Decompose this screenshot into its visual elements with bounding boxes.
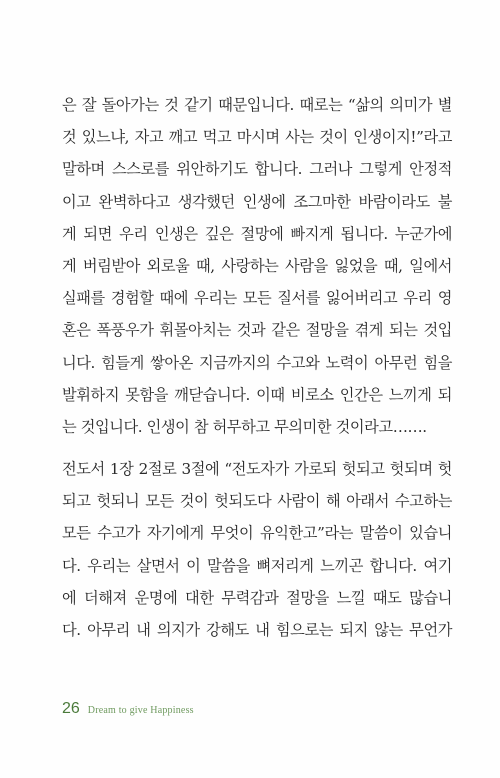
text-line: 에 더해져 운명에 대한 무력감과 절망을 느낄 때도 많습니 <box>62 588 452 607</box>
text-line: 이고 완벽하다고 생각했던 인생에 조그마한 바람이라도 불 <box>62 192 452 211</box>
text-line: 말하며 스스로를 위안하기도 합니다. 그러나 그렇게 안정적 <box>62 160 452 179</box>
text-line: 게 되면 우리 인생은 깊은 절망에 빠지게 됩니다. 누군가에 <box>62 224 452 243</box>
text-line: 다. 우리는 살면서 이 말씀을 뼈저리게 느끼곤 합니다. 여기 <box>62 556 452 575</box>
text-line: 는 것입니다. 인생이 참 허무하고 무의미한 것이라고……. <box>62 417 427 436</box>
text-line: 되고 헛되니 모든 것이 헛되도다 사람이 해 아래서 수고하는 <box>62 492 452 511</box>
text-line: 발휘하지 못함을 깨닫습니다. 이때 비로소 인간은 느끼게 되 <box>62 385 452 404</box>
running-title: Dream to give Happiness <box>87 705 194 716</box>
text-line: 혼은 폭풍우가 휘몰아치는 것과 같은 절망을 겪게 되는 것입 <box>62 321 452 340</box>
page-number: 26 <box>62 700 80 717</box>
text-line: 은 잘 돌아가는 것 같기 때문입니다. 때로는 “삶의 의미가 별 <box>62 96 452 114</box>
text-line: 모든 수고가 자기에게 무엇이 유익한고”라는 말씀이 있습니 <box>62 524 452 543</box>
page-footer <box>62 700 194 724</box>
text-line: 니다. 힘들게 쌓아온 지금까지의 수고와 노력이 아무런 힘을 <box>62 353 452 372</box>
text-line: 것 있느냐, 자고 깨고 먹고 마시며 사는 것이 인생이지!”라고 <box>62 128 452 147</box>
text-line: 전도서 1장 2절로 3절에 “전도자가 가로되 헛되고 헛되며 헛 <box>62 460 452 478</box>
text-line: 실패를 경험할 때에 우리는 모든 질서를 잃어버리고 우리 영 <box>62 289 452 308</box>
paragraph-1 <box>62 89 452 443</box>
text-line: 다. 아무리 내 의지가 강해도 내 힘으로는 되지 않는 무언가 <box>62 620 452 639</box>
text-line: 게 버림받아 외로울 때, 사랑하는 사람을 잃었을 때, 일에서 <box>62 256 452 275</box>
paragraph-2 <box>62 453 452 646</box>
